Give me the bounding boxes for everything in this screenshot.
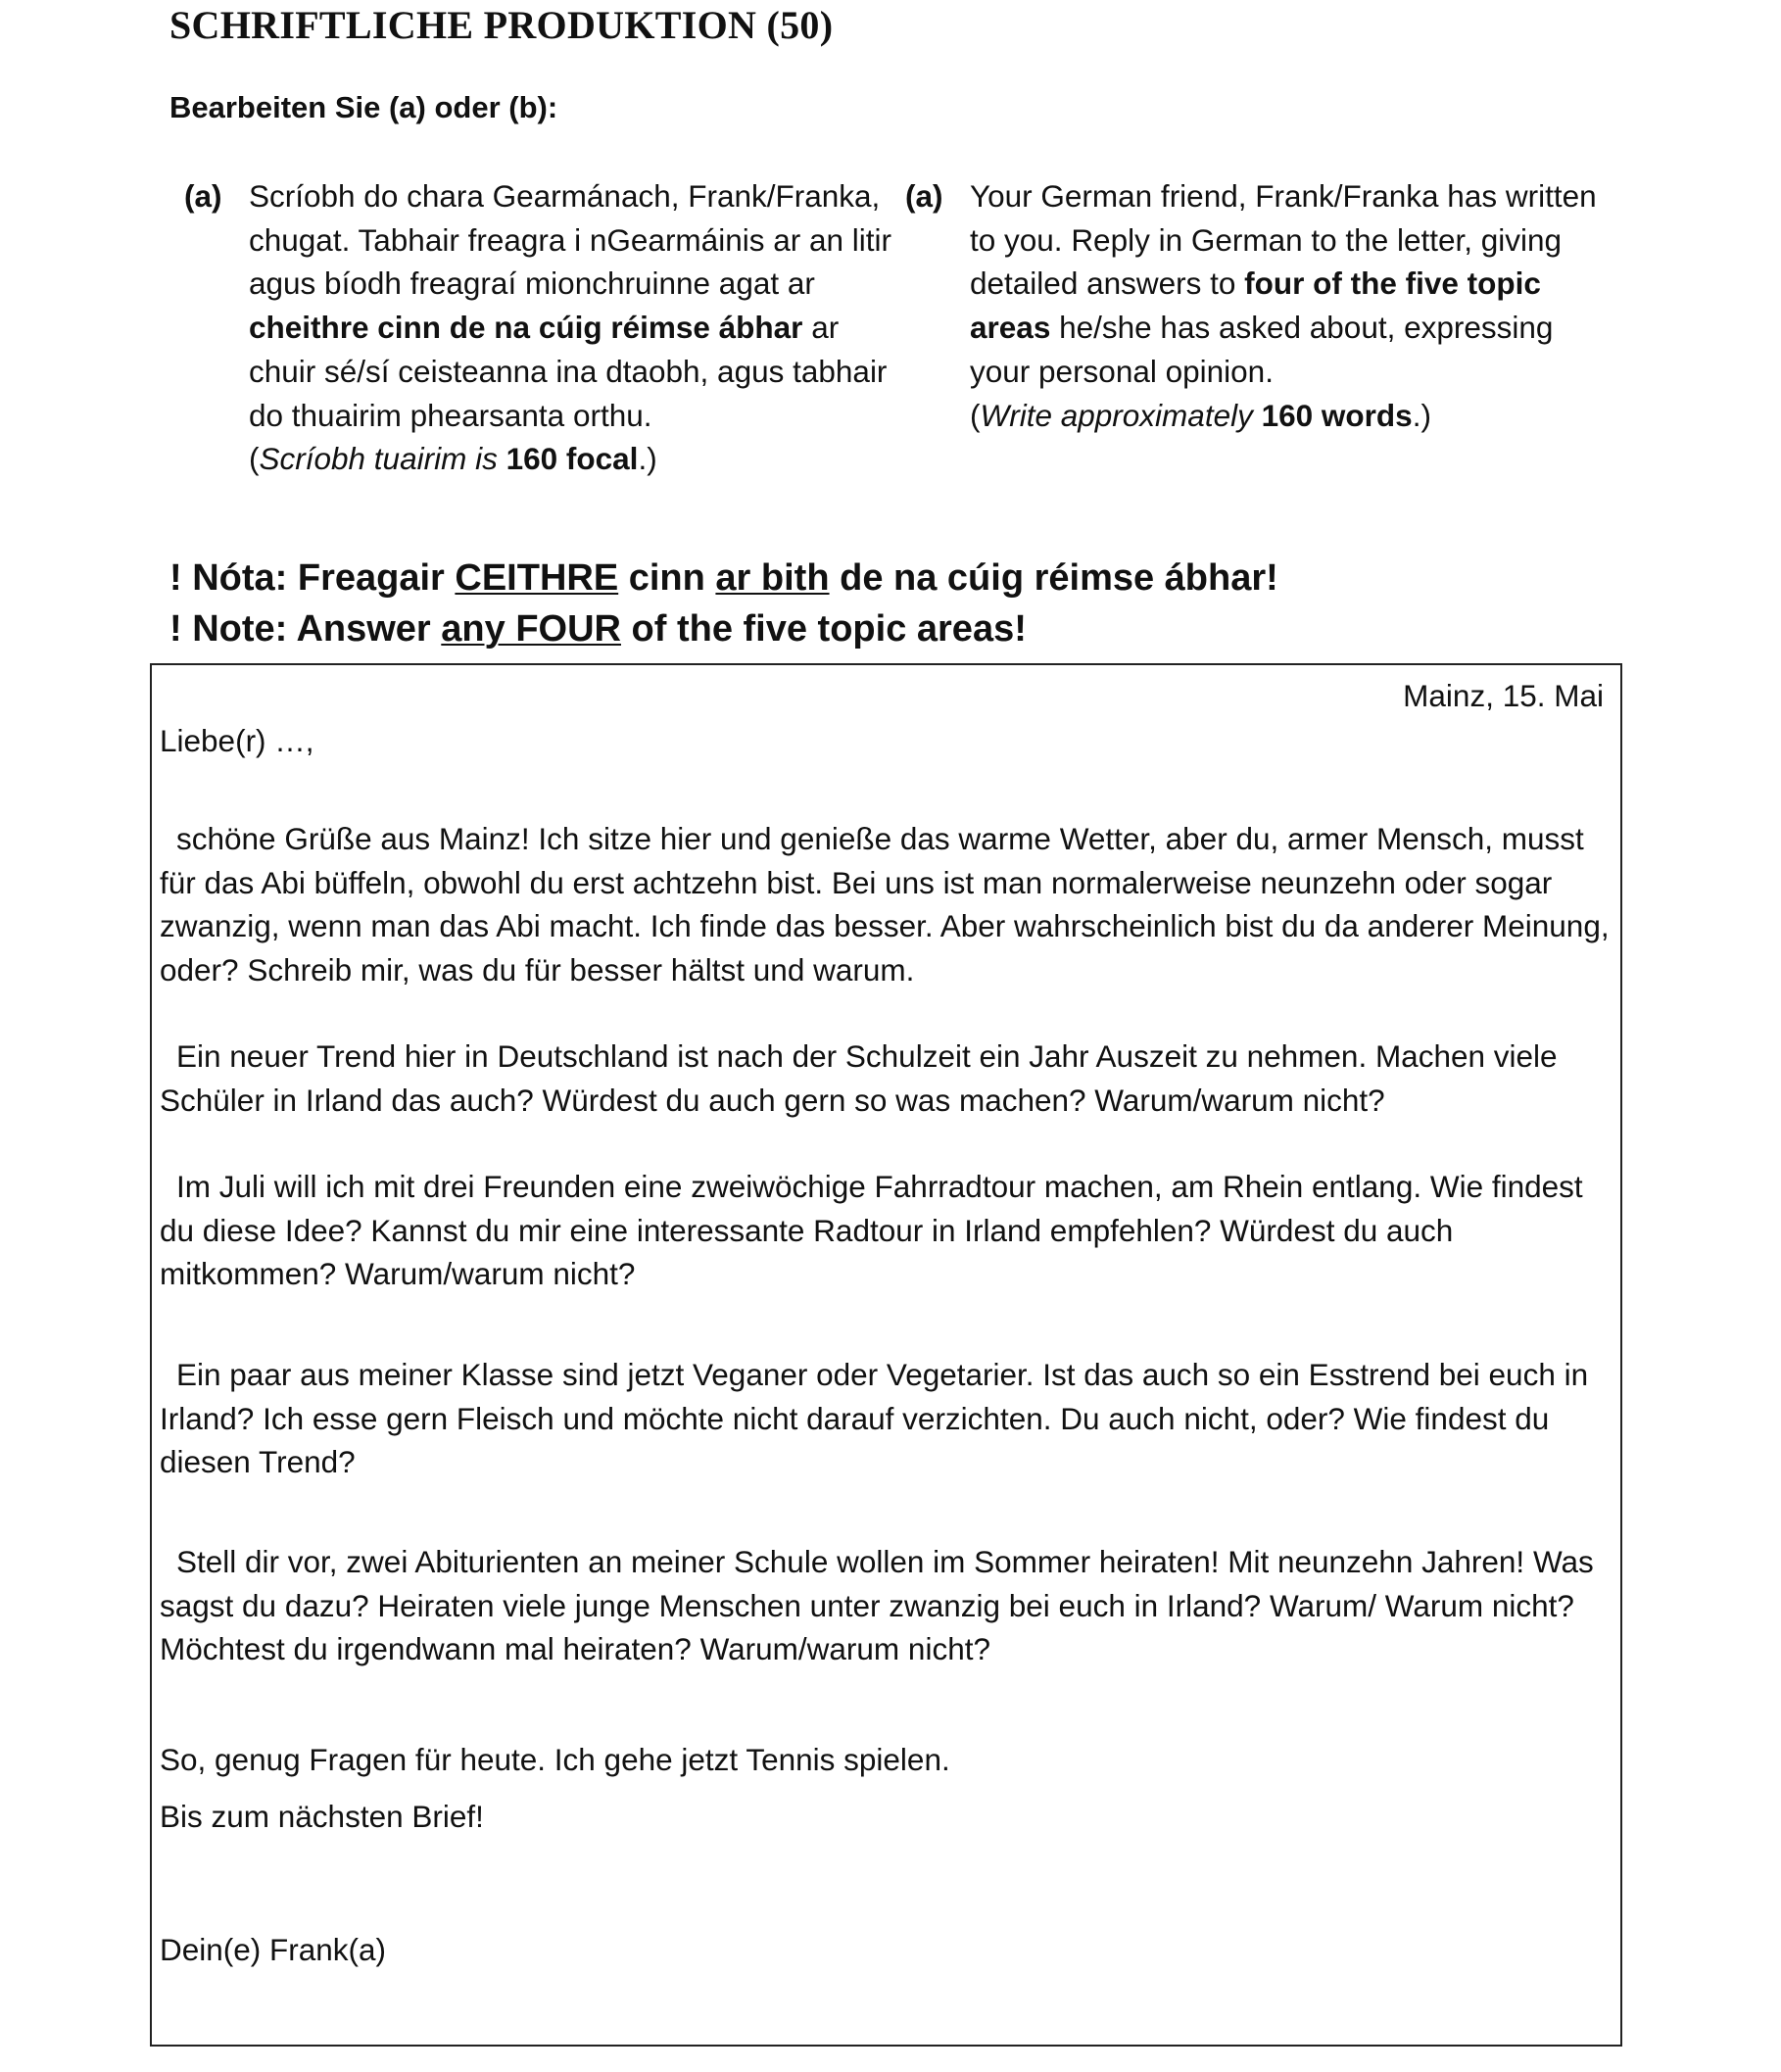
irish-word-count-space <box>498 441 506 476</box>
irish-text-1: Scríobh do chara Gearmánach, Frank/Franka, chugat. Tabhair freagra i nGearmáinis ar an litir agus bíodh freagraí mionchruinne agat ar <box>249 178 891 302</box>
irish-instructions-body <box>249 174 899 481</box>
english-text-2: he/she has asked about, expressing your personal opinion. <box>970 310 1554 389</box>
irish-word-count-close: .) <box>638 441 657 477</box>
letter-paragraph-2: Ein neuer Trend hier in Deutschland ist nach der Schulzeit ein Jahr Auszeit zu nehmen. Machen viele Schüler in Irland das auch? Würdest du auch gern so was machen? Warum/warum nicht? <box>160 1038 1558 1118</box>
letter-salutation: Liebe(r) …, <box>160 723 314 758</box>
english-word-count-close: .) <box>1412 397 1431 433</box>
english-word-count-open: ( <box>970 397 981 433</box>
letter-date: Mainz, 15. Mai <box>1403 678 1604 713</box>
letter-paragraph-5: Stell dir vor, zwei Abiturienten an meiner Schule wollen im Sommer heiraten! Mit neunzehn Jahren! Was sagst du dazu? Heiraten viele junge Menschen unter zwanzig bei euch in Irland? Warum/ Warum nicht? Möchtest du irgendwann mal heiraten? Warum/warum nicht? <box>160 1544 1594 1667</box>
irish-note-end: de na cúig réimse ábhar! <box>829 557 1278 599</box>
english-instructions-body <box>970 174 1611 437</box>
irish-word-count-bold: 160 focal <box>505 441 639 477</box>
letter-signature: Dein(e) Frank(a) <box>160 1932 387 1967</box>
irish-text-bold: cheithre cinn de na cúig réimse ábhar <box>249 310 803 346</box>
irish-word-count-open: ( <box>249 441 260 477</box>
irish-text-2: ar chuir sé/sí ceisteanna ina dtaobh, agus tabhair do thuairim phearsanta orthu. <box>249 310 888 433</box>
letter-closing-line: So, genug Fragen für heute. Ich gehe jetzt Tennis spielen. <box>160 1742 950 1777</box>
irish-option-label: (a) <box>184 178 222 214</box>
letter-box <box>150 663 1622 2047</box>
letter-farewell: Bis zum nächsten Brief! <box>160 1799 484 1834</box>
english-note-underline: any FOUR <box>441 608 621 650</box>
irish-note-underline-1: CEITHRE <box>455 557 619 599</box>
irish-note-middle: cinn <box>618 557 716 599</box>
english-note <box>169 603 1278 654</box>
letter-paragraph-1: schöne Grüße aus Mainz! Ich sitze hier und genieße das warme Wetter, aber du, armer Mensch, musst für das Abi büffeln, obwohl du erst achtzehn bist. Bei uns ist man normalerweise neunzehn oder sogar zwanzig, wenn man das Abi macht. Ich finde das besser. Aber wahrscheinlich bist du da anderer Meinung, oder? Schreib mir, was du für besser hältst und warum. <box>160 821 1610 988</box>
english-text-bold: four of the five topic areas <box>970 265 1541 346</box>
irish-note <box>169 553 1278 603</box>
letter-paragraph-4: Ein paar aus meiner Klasse sind jetzt Veganer oder Vegetarier. Ist das auch so ein Esstrend bei euch in Irland? Ich esse gern Fleisch und möchte nicht darauf verzichten. Du auch nicht, oder? Wie findest du diesen Trend? <box>160 1357 1589 1480</box>
irish-instructions <box>184 174 899 481</box>
english-option-label: (a) <box>905 178 943 214</box>
english-note-end: of the five topic areas! <box>620 608 1027 650</box>
english-instructions <box>905 174 1611 437</box>
english-word-count-italic: Write approximately <box>980 397 1253 433</box>
english-text-1: Your German friend, Frank/Franka has written to you. Reply in German to the letter, giving detailed answers to <box>970 178 1597 302</box>
note-block <box>169 553 1278 654</box>
english-word-count-space <box>1253 398 1262 433</box>
letter-paragraph-3: Im Juli will ich mit drei Freunden eine zweiwöchige Fahrradtour machen, am Rhein entlang. Wie findest du diese Idee? Kannst du mir eine interessante Radtour in Irland empfehlen? Würdest du auch mitkommen? Warum/warum nicht? <box>160 1169 1583 1292</box>
english-word-count-bold: 160 words <box>1261 397 1413 433</box>
page-title: SCHRIFTLICHE PRODUKTION (50) <box>169 3 834 47</box>
irish-note-start: ! Nóta: Freagair <box>169 557 456 599</box>
irish-note-underline-2: ar bith <box>715 557 830 599</box>
irish-word-count-italic: Scríobh tuairim is <box>259 441 498 477</box>
english-note-start: ! Note: Answer <box>169 608 442 650</box>
task-instruction: Bearbeiten Sie (a) oder (b): <box>169 90 558 124</box>
